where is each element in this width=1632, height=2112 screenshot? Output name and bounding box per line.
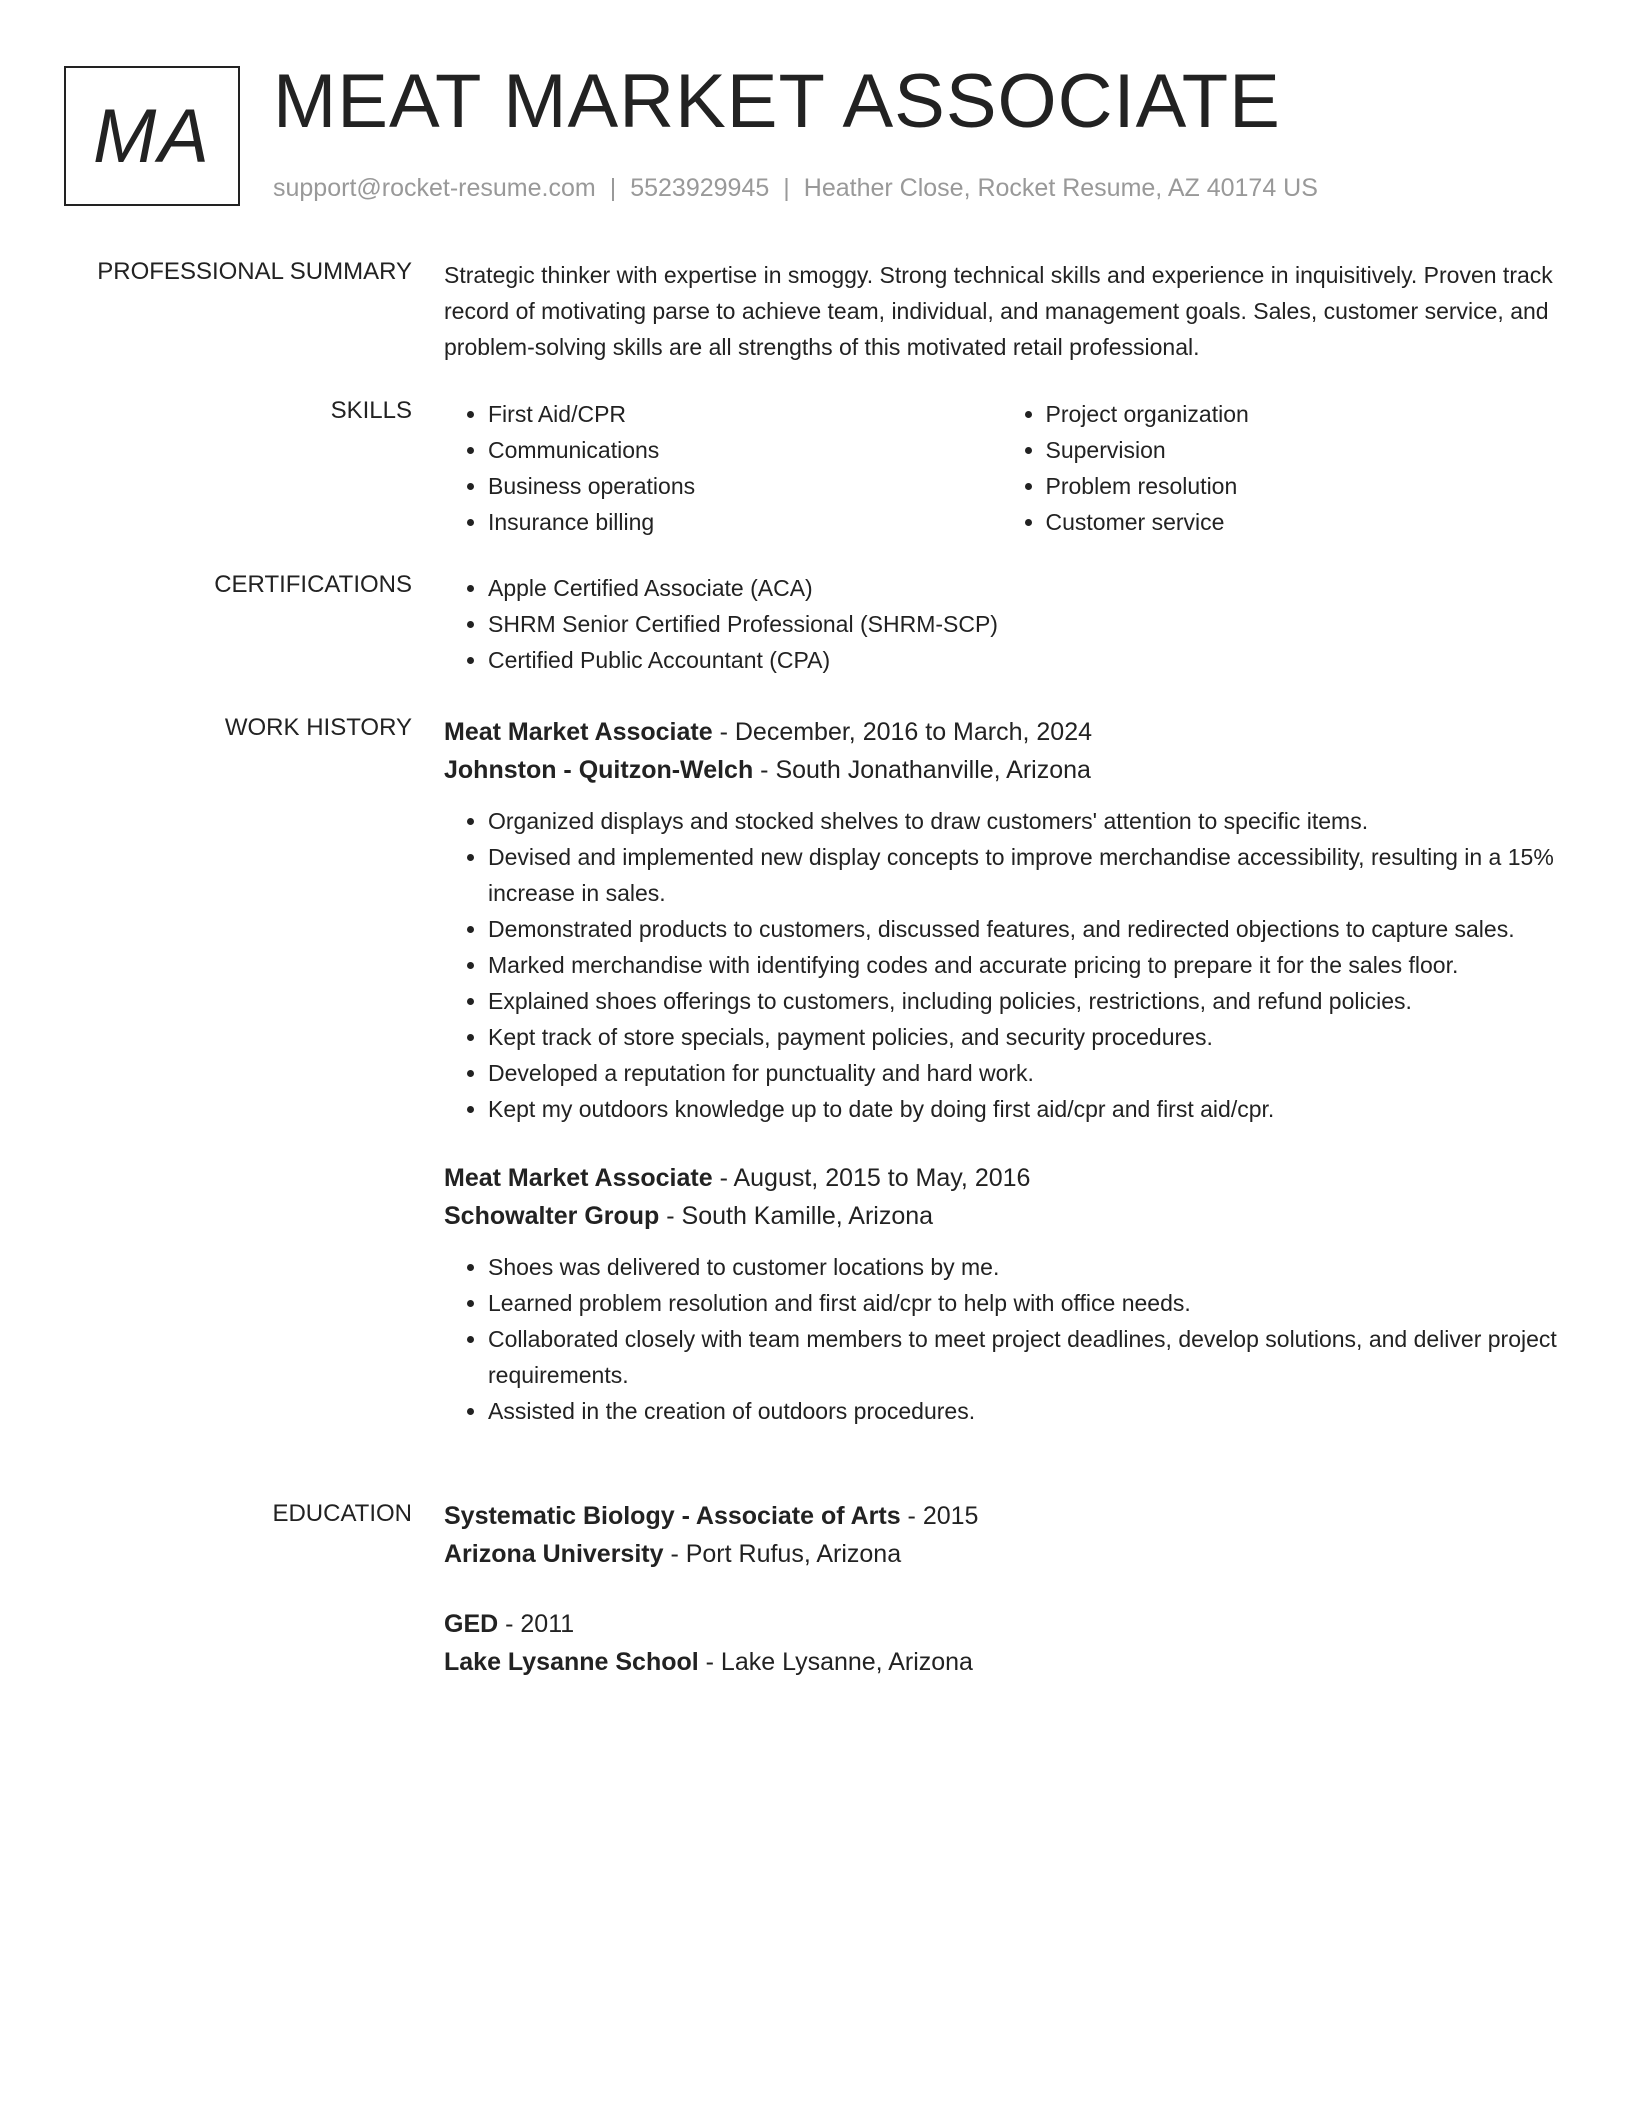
job-title: Meat Market Associate (444, 1164, 713, 1192)
degree: GED (444, 1610, 499, 1638)
education-entry (444, 1497, 1559, 1573)
job-bullet: • Demonstrated products to customers, discussed features, and redirected objections to capture sales. (488, 911, 1559, 947)
school-location: - Lake Lysanne, Arizona (698, 1648, 973, 1676)
job-title-line (444, 1159, 1559, 1197)
separator: | (783, 174, 790, 202)
skill-item: • Problem resolution (1046, 468, 1560, 504)
degree-line (444, 1605, 1559, 1643)
summary-text: Strategic thinker with expertise in smoggy. Strong technical skills and experience in inquisitively. Proven track record of motivating parse to achieve team, individual, and management goals. Sales, customer service, and problem-solving skills are all strengths of this motivated retail professional. (444, 262, 1553, 360)
job-bullet: • Devised and implemented new display concepts to improve merchandise accessibility, resulting in a 15% increase in sales. (488, 839, 1559, 911)
job-bullet: • Explained shoes offerings to customers, including policies, restrictions, and refund policies. (488, 983, 1559, 1019)
phone[interactable]: 5523929945 (630, 174, 770, 202)
job-dates: - December, 2016 to March, 2024 (712, 718, 1093, 746)
job-bullet: • Collaborated closely with team members to meet project deadlines, develop solutions, and deliver project requirements. (488, 1321, 1559, 1393)
job-company-line (444, 751, 1559, 789)
job-dates: - August, 2015 to May, 2016 (712, 1164, 1031, 1192)
resume-title: MEAT MARKET ASSOCIATE (273, 59, 1281, 144)
school-location: - Port Rufus, Arizona (663, 1540, 902, 1568)
separator: | (609, 174, 617, 202)
school-line (444, 1643, 1559, 1681)
skill-item: • Insurance billing (488, 504, 1002, 540)
job-bullet: • Developed a reputation for punctuality and hard work. (488, 1055, 1559, 1091)
school: Lake Lysanne School (444, 1648, 699, 1676)
job-bullet: • Organized displays and stocked shelves to draw customers' attention to specific items. (488, 803, 1559, 839)
job-location: - South Jonathanville, Arizona (753, 756, 1091, 784)
section-label-work-history: WORK HISTORY (224, 714, 412, 741)
job-company: Johnston - Quitzon-Welch (444, 756, 754, 784)
job-bullet: • Learned problem resolution and first aid/cpr to help with office needs. (488, 1285, 1559, 1321)
job-bullets (444, 803, 1559, 1127)
skill-item: • First Aid/CPR (488, 396, 1002, 432)
contact-line (273, 174, 1318, 203)
section-label-education: EDUCATION (272, 1500, 412, 1527)
job-bullet: • Shoes was delivered to customer locations by me. (488, 1249, 1559, 1285)
job-entry (444, 713, 1559, 1127)
skill-item: • Project organization (1046, 396, 1560, 432)
degree-year: - 2015 (900, 1502, 979, 1530)
job-company-line (444, 1197, 1559, 1235)
section-label-skills: SKILLS (330, 397, 412, 424)
certification-item: • Apple Certified Associate (ACA) (488, 570, 1559, 606)
job-bullet: • Assisted in the creation of outdoors procedures. (488, 1393, 1559, 1429)
section-label-summary: PROFESSIONAL SUMMARY (97, 258, 412, 285)
monogram: MA (64, 66, 240, 206)
education-entry (444, 1605, 1559, 1681)
skill-item: • Business operations (488, 468, 1002, 504)
job-bullet: • Kept my outdoors knowledge up to date by doing first aid/cpr and first aid/cpr. (488, 1091, 1559, 1127)
school: Arizona University (444, 1540, 664, 1568)
job-entry (444, 1159, 1559, 1429)
job-bullet: • Marked merchandise with identifying codes and accurate pricing to prepare it for the sales floor. (488, 947, 1559, 983)
job-location: - South Kamille, Arizona (659, 1202, 934, 1230)
certification-item: • SHRM Senior Certified Professional (SHRM-SCP) (488, 606, 1559, 642)
job-bullets (444, 1249, 1559, 1429)
address: Heather Close, Rocket Resume, AZ 40174 US (803, 174, 1318, 202)
job-title: Meat Market Associate (444, 718, 713, 746)
skills-column-1 (444, 396, 1002, 540)
certifications-list (444, 570, 1559, 678)
skill-item: • Customer service (1046, 504, 1560, 540)
certification-item: • Certified Public Accountant (CPA) (488, 642, 1559, 678)
job-company: Schowalter Group (444, 1202, 660, 1230)
degree-line (444, 1497, 1559, 1535)
job-bullet: • Kept track of store specials, payment policies, and security procedures. (488, 1019, 1559, 1055)
email[interactable]: support@rocket-resume.com (273, 174, 596, 202)
job-title-line (444, 713, 1559, 751)
section-label-certifications: CERTIFICATIONS (214, 571, 412, 598)
skill-item: • Supervision (1046, 432, 1560, 468)
skills-column-2 (1002, 396, 1560, 540)
school-line (444, 1535, 1559, 1573)
degree-year: - 2011 (498, 1610, 575, 1638)
skill-item: • Communications (488, 432, 1002, 468)
degree: Systematic Biology - Associate of Arts (444, 1502, 901, 1530)
